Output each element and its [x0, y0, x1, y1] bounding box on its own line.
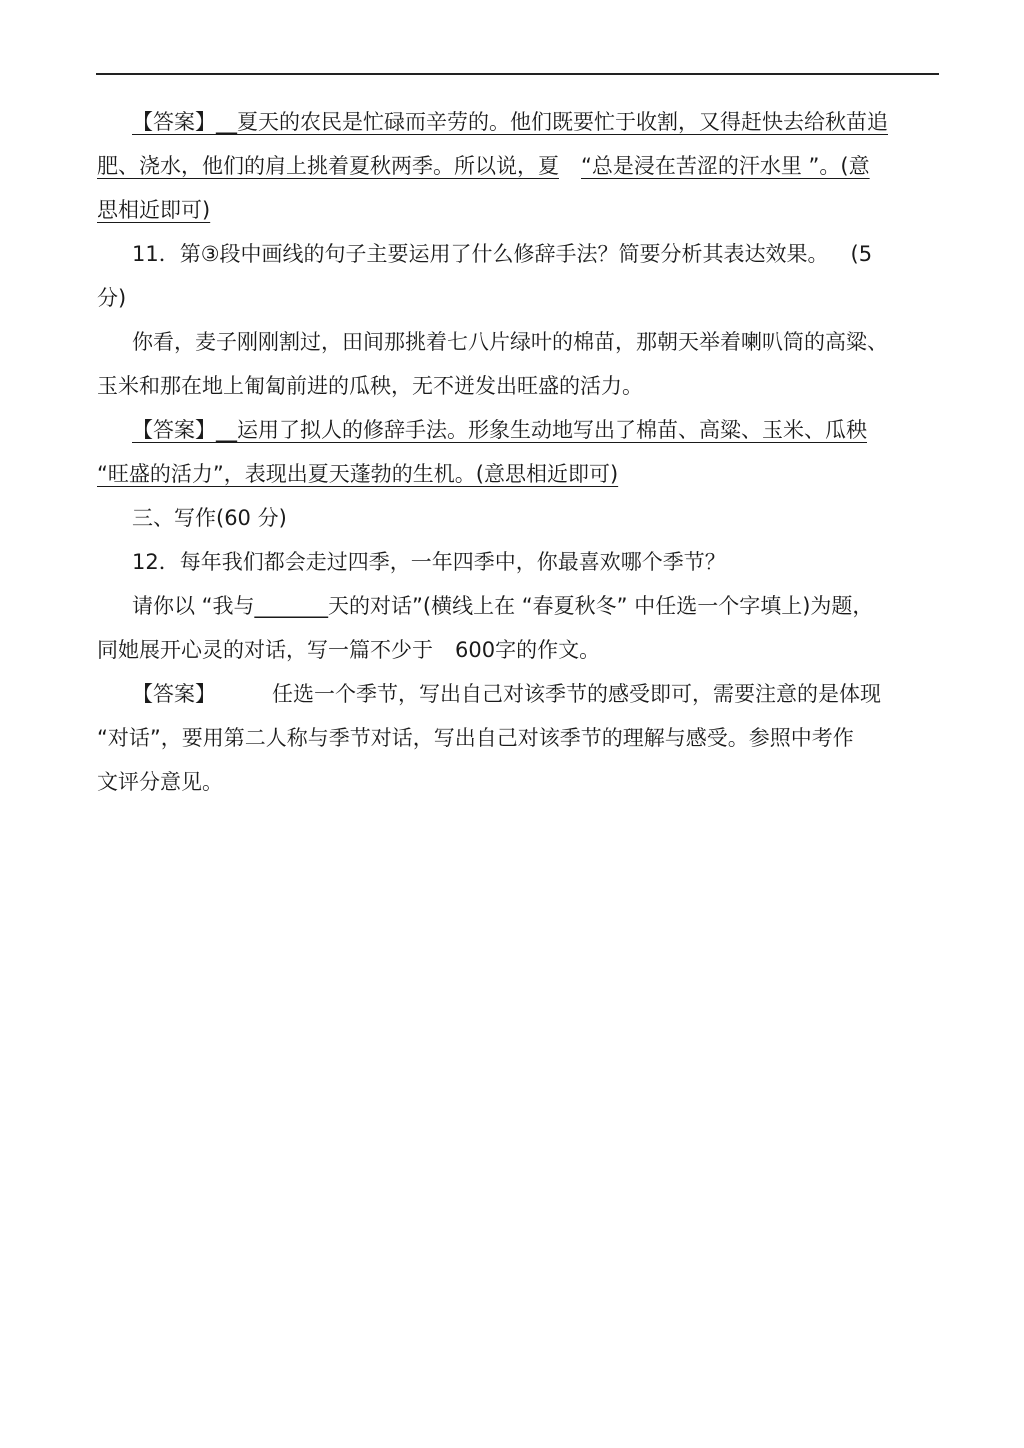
q12-prompt-line-1: 请你以 “我与_______天的对话”(横线上在 “春夏秋冬” 中任选一个字填上)为题， — [132, 594, 874, 618]
answer-label: 【答案】 — [132, 682, 216, 706]
answer-text: 思相近即可) — [97, 198, 211, 222]
answer-text: __夏天的农民是忙碌而辛劳的。他们既要忙于收割，又得赶快去给秋苗追 — [216, 110, 888, 134]
q12-answer-line-2: “对话”，要用第二人称与季节对话，写出自己对该季节的理解与感受。参照中考作 — [97, 726, 854, 750]
q11-answer-line-1 — [132, 415, 867, 445]
answer-text: 任选一个季节，写出自己对该季节的感受即可，需要注意的是体现 — [272, 682, 881, 706]
section-heading: 三、写作(60 分) — [132, 506, 287, 530]
answer-text: __运用了拟人的修辞手法。形象生动地写出了棉苗、高粱、玉米、瓜秧 — [216, 418, 867, 442]
header-rule — [96, 73, 939, 75]
question-points: (5 — [850, 242, 873, 266]
q12-prompt-line-2: 同她展开心灵的对话，写一篇不少于 600字的作文。 — [97, 638, 601, 662]
q10-answer-line-2 — [97, 151, 870, 181]
q12-answer-line-1 — [132, 679, 881, 709]
question-text: 11．第③段中画线的句子主要运用了什么修辞手法？简要分析其表达效果。 — [132, 242, 829, 266]
answer-label: 【答案】 — [132, 110, 216, 134]
answer-text: 肥、浇水，他们的肩上挑着夏秋两季。所以说，夏 — [97, 154, 559, 178]
word-count: 600 — [455, 638, 496, 662]
q11-answer-line-2 — [97, 459, 618, 489]
q11-question — [132, 239, 872, 269]
q10-answer-line-3 — [97, 195, 210, 225]
answer-quote: “总是浸在苦涩的汗水里 ”。(意 — [581, 154, 870, 178]
q12-question: 12．每年我们都会走过四季，一年四季中，你最喜欢哪个季节？ — [132, 550, 726, 574]
answer-label: 【答案】 — [132, 418, 216, 442]
answer-text: “旺盛的活力”，表现出夏天蓬勃的生机。(意思相近即可) — [97, 462, 619, 486]
q11-passage-line-1: 你看，麦子刚刚割过，田间那挑着七八片绿叶的棉苗，那朝天举着喇叭筒的高粱、 — [132, 330, 888, 354]
q10-answer-line-1 — [132, 107, 888, 137]
q12-answer-line-3: 文评分意见。 — [97, 770, 223, 794]
q11-passage-line-2: 玉米和那在地上匍匐前进的瓜秧，无不迸发出旺盛的活力。 — [97, 374, 643, 398]
q11-question-points-close: 分) — [97, 286, 127, 310]
